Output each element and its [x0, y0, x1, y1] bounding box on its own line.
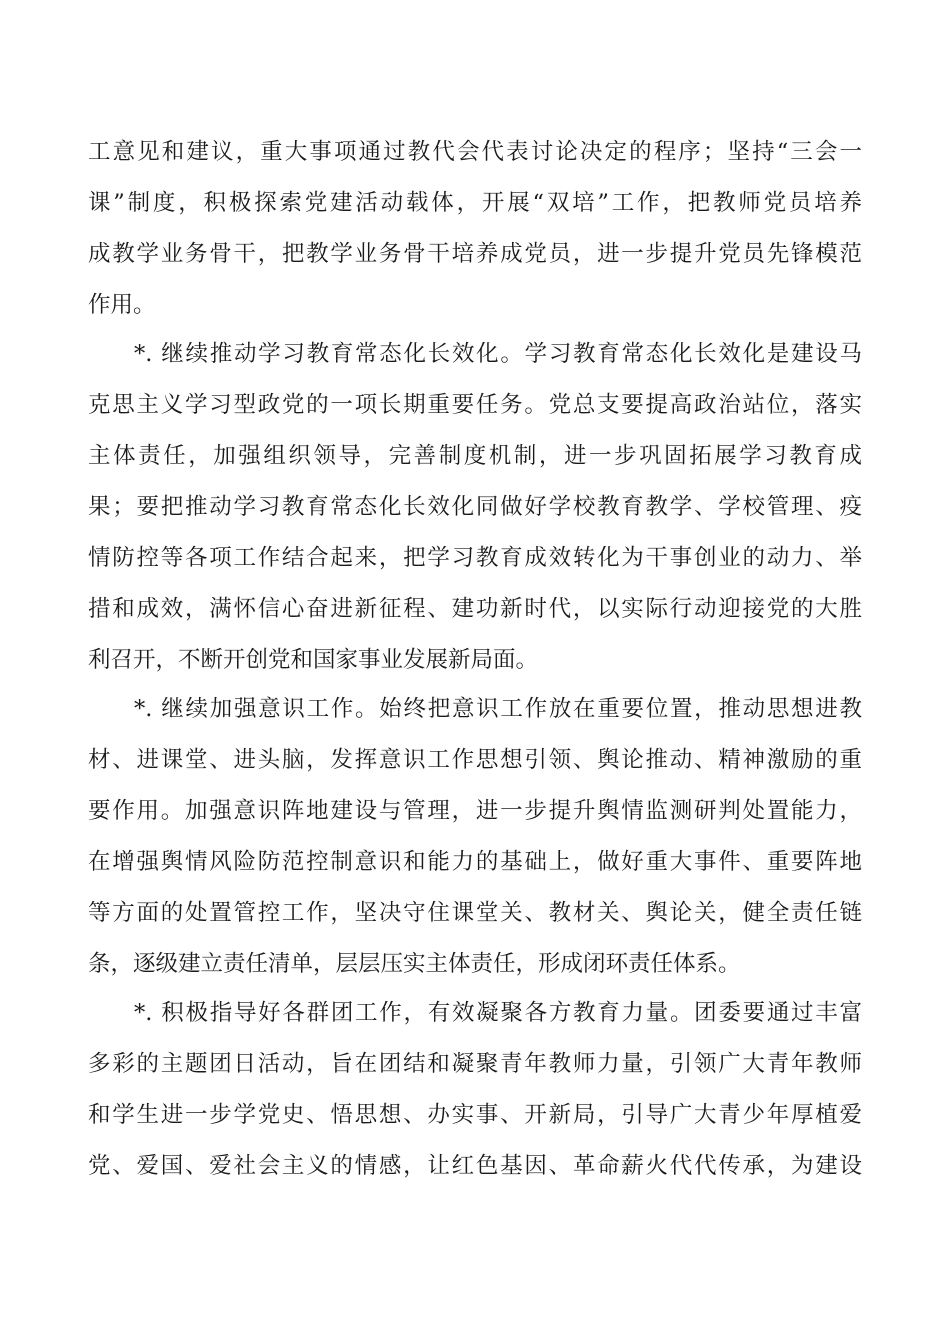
- paragraph-line: 党、爱国、爱社会主义的情感，让红色基因、革命薪火代代传承，为建设: [88, 1153, 862, 1179]
- paragraph-3: [88, 684, 862, 990]
- paragraph-1: [88, 127, 862, 331]
- paragraph-line: 等方面的处置管控工作，坚决守住课堂关、教材关、舆论关，健全责任链: [88, 900, 862, 926]
- paragraph-line: *. 继续加强意识工作。始终把意识工作放在重要位置，推动思想进教: [134, 696, 862, 722]
- paragraph-line: 在增强舆情风险防范控制意识和能力的基础上，做好重大事件、重要阵地: [88, 849, 862, 875]
- paragraph-line: 利召开，不断开创党和国家事业发展新局面。: [88, 647, 539, 673]
- paragraph-line: 多彩的主题团日活动，旨在团结和凝聚青年教师力量，引领广大青年教师: [88, 1051, 862, 1077]
- paragraph-2: [88, 329, 862, 686]
- paragraph-line: 果；要把推动学习教育常态化长效化同做好学校教育教学、学校管理、疫: [88, 494, 862, 520]
- paragraph-line: 主体责任，加强组织领导，完善制度机制，进一步巩固拓展学习教育成: [88, 443, 862, 469]
- paragraph-line: 克思主义学习型政党的一项长期重要任务。党总支要提高政治站位，落实: [88, 392, 862, 418]
- paragraph-4: [88, 988, 862, 1192]
- paragraph-line: 和学生进一步学党史、悟思想、办实事、开新局，引导广大青少年厚植爱: [88, 1102, 862, 1128]
- paragraph-line: 条，逐级建立责任清单，层层压实主体责任，形成闭环责任体系。: [88, 951, 741, 977]
- paragraph-line: 作用。: [88, 292, 156, 318]
- paragraph-line: *. 继续推动学习教育常态化长效化。学习教育常态化长效化是建设马: [134, 341, 862, 367]
- paragraph-line: 材、进课堂、进头脑，发挥意识工作思想引领、舆论推动、精神激励的重: [88, 747, 862, 773]
- paragraph-line: 课”制度，积极探索党建活动载体，开展“双培”工作，把教师党员培养: [88, 190, 862, 216]
- paragraph-line: 成教学业务骨干，把教学业务骨干培养成党员，进一步提升党员先锋模范: [88, 241, 862, 267]
- paragraph-line: 要作用。加强意识阵地建设与管理，进一步提升舆情监测研判处置能力，: [88, 798, 862, 824]
- paragraph-line: 措和成效，满怀信心奋进新征程、建功新时代，以实际行动迎接党的大胜: [88, 596, 862, 622]
- paragraph-line: 情防控等各项工作结合起来，把学习教育成效转化为干事创业的动力、举: [88, 545, 862, 571]
- paragraph-line: *. 积极指导好各群团工作，有效凝聚各方教育力量。团委要通过丰富: [134, 1000, 862, 1026]
- paragraph-line: 工意见和建议，重大事项通过教代会代表讨论决定的程序；坚持“三会一: [88, 139, 862, 165]
